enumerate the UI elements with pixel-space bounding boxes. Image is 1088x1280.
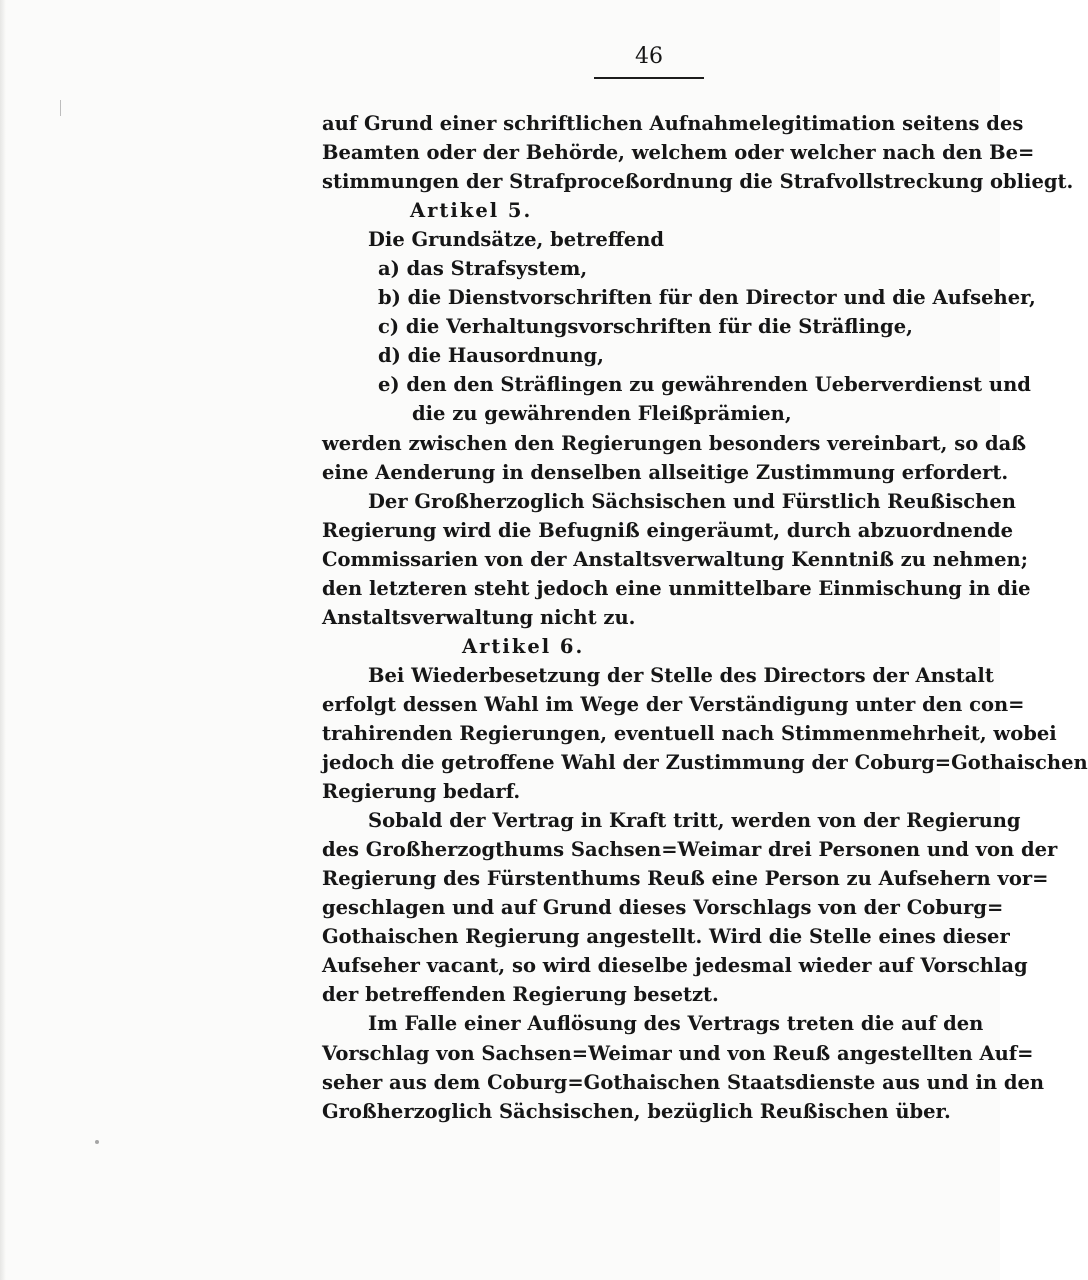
text-line: d) die Hausordnung, (378, 344, 604, 368)
text-line: trahirenden Regierungen, eventuell nach Stimmenmehrheit, wobei (322, 721, 1057, 745)
text-line: Der Großherzoglich Sächsischen und Fürstlich Reußischen (368, 489, 1016, 513)
text-line: Commissarien von der Anstaltsverwaltung Kenntniß zu nehmen; (322, 547, 1028, 571)
text-line: a) das Strafsystem, (378, 257, 588, 281)
text-line: c) die Verhaltungsvorschriften für die Sträflinge, (378, 315, 913, 339)
text-line: Die Grundsätze, betreffend (368, 228, 665, 252)
text-line: des Großherzogthums Sachsen=Weimar drei Personen und von der (322, 838, 1058, 862)
text-line: e) den den Sträflingen zu gewährenden Ueberverdienst und (378, 373, 1031, 397)
article-heading: Artikel 5. (410, 199, 533, 223)
text-line: Anstaltsverwaltung nicht zu. (322, 605, 636, 629)
text-line: b) die Dienstvorschriften für den Director und die Aufseher, (378, 286, 1036, 310)
text-line: jedoch die getroffene Wahl der Zustimmung der Coburg=Gothaischen (322, 751, 1088, 775)
text-line: Sobald der Vertrag in Kraft tritt, werden von der Regierung (368, 809, 1021, 833)
text-line: Großherzoglich Sächsischen, bezüglich Reußischen über. (322, 1099, 951, 1123)
text-line: eine Aenderung in denselben allseitige Zustimmung erfordert. (322, 460, 1009, 484)
text-line: erfolgt dessen Wahl im Wege der Verständigung unter den con= (322, 692, 1025, 716)
text-line: Gothaischen Regierung angestellt. Wird die Stelle eines dieser (322, 925, 1010, 949)
text-line: der betreffenden Regierung besetzt. (322, 983, 719, 1007)
text-line: Regierung wird die Befugniß eingeräumt, durch abzuordnende (322, 518, 1014, 542)
scan-spot (95, 1140, 99, 1144)
page-number: 46 (635, 44, 663, 69)
text-line: Vorschlag von Sachsen=Weimar und von Reuß angestellten Auf= (322, 1041, 1034, 1065)
text-line: Im Falle einer Auflösung des Vertrags treten die auf den (368, 1012, 984, 1036)
text-line: Beamten oder der Behörde, welchem oder welcher nach den Be= (322, 141, 1035, 165)
page-edge-shadow (0, 0, 6, 1280)
body-text (322, 109, 1088, 1126)
text-line: Regierung bedarf. (322, 780, 521, 804)
page-number-rule (594, 77, 704, 79)
text-line: die zu gewährenden Fleißprämien, (412, 402, 792, 426)
text-line: stimmungen der Strafproceßordnung die Strafvollstreckung obliegt. (322, 170, 1074, 194)
text-line: geschlagen und auf Grund dieses Vorschlags von der Coburg= (322, 896, 1004, 920)
text-line: den letzteren steht jedoch eine unmittelbare Einmischung in die (322, 576, 1031, 600)
article-heading: Artikel 6. (462, 634, 585, 658)
text-line: Bei Wiederbesetzung der Stelle des Directors der Anstalt (368, 663, 994, 687)
text-line: Aufseher vacant, so wird dieselbe jedesmal wieder auf Vorschlag (322, 954, 1028, 978)
text-line: Regierung des Fürstenthums Reuß eine Person zu Aufsehern vor= (322, 867, 1049, 891)
text-line: auf Grund einer schriftlichen Aufnahmelegitimation seitens des (322, 112, 1024, 135)
text-line: seher aus dem Coburg=Gothaischen Staatsdienste aus und in den (322, 1070, 1045, 1094)
text-line: werden zwischen den Regierungen besonders vereinbart, so daß (322, 431, 1027, 455)
scan-mark (60, 100, 61, 116)
